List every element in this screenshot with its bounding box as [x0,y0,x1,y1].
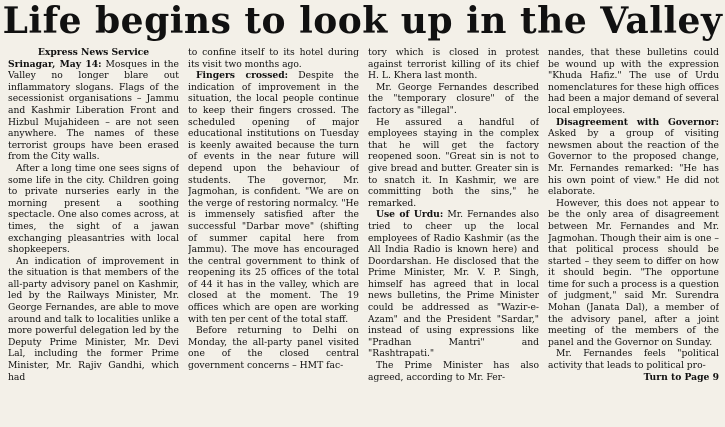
paragraph: The Prime Minister has also agreed, according to Mr. Fer- [368,360,539,383]
paragraph: However, this does not appear to be the only area of disagreement between Mr. Fernandes and Mr. Jagmohan. Though their aim is one – that political process should be started – they seem to differ on how it should begin. "The opportune time for such a process is a question of judgment," said Mr. Surendra Mohan (Janata Dal), a member of the advisory panel, after a joint meeting of the members of the panel and the Governor on Sunday. [548,197,719,348]
paragraph-text: Despite the indication of improvement in the situation, the local people continue to keep their fingers crossed. The scheduled opening of major educational institutions on Tuesday is keenly awaited because the turn of events in the near future will depend upon the behaviour of students. The governor, Mr. Jagmohan, is confident. "We are on the verge of restoring normalcy. "He is immensely satisfied after the successful "Darbar move" (shifting of summer capital here from Jammu). The move has encouraged the central government to think of reopening its 25 offices of the total of 44 it has in the valley, which are closed at the moment. The 19 offices which are open are working with ten per cent of the total staff. [188,70,359,325]
paragraph: nandes, that these bulletins could be wound up with the expression "Khuda Hafiz." The use of Urdu nomenclatures for these high offices had been a major demand of several local employees. [548,47,719,116]
paragraph: After a long time one sees signs of some life in the city. Children going to private nurseries early in the morning present a soothing spectacle. One also comes across, at times, the sight of a jawan exchanging pleasantries with local shopkeepers. [8,162,179,256]
paragraph [188,70,359,325]
column-1 [8,47,179,427]
paragraph [548,117,719,198]
paragraph-text: Mr. Fernandes also tried to cheer up the local employees of Radio Kashmir (as the All India Radio is known here) and Doordarshan. He disclosed that the Prime Minister, Mr. V. P. Singh, himself has agreed that in local news bulletins, the Prime Minister could be addressed as "Wazir-e-Azam" and the President "Sardar," instead of using expressions like "Pradhan Mantri" and "Rashtrapati." [368,209,539,360]
continuation-note: Turn to Page 9 [643,371,719,383]
paragraph: Mr. George Fernandes described the "temporary closure" of the factory as "illegal". [368,81,539,116]
article-columns [8,47,720,427]
paragraph: Before returning to Delhi on Monday, the all-party panel visited one of the closed central government concerns – HMT fac- [188,325,359,372]
paragraph: Mr. Fernandes feels "political activity that leads to political pro- [548,348,719,372]
column-2 [188,47,359,427]
paragraph-text: Asked by a group of visiting newsmen about the reaction of the Governor to the proposed change, Mr. Fernandes remarked: "He has his own point of view." He did not elaborate. [548,128,719,198]
paragraph [8,59,179,163]
paragraph: An indication of improvement in the situation is that members of the all-party advisory panel on Kashmir, led by the Railways Minister, Mr. George Fernandes, are able to move around and talk to localities unlike a more powerful delegation led by the Deputy Prime Minister, Mr. Devi Lal, including the former Prime Minister, Mr. Rajiv Gandhi, which had [8,255,179,383]
subheading: Use of Urdu: [376,209,444,221]
paragraph [368,209,539,360]
byline: Express News Service [37,47,150,58]
paragraph: to confine itself to its hotel during its visit two months ago. [188,47,359,70]
column-3 [368,47,539,427]
column-4 [548,47,719,427]
dateline: Srinagar, May 14: [8,58,102,70]
subheading: Fingers crossed: [196,70,289,82]
paragraph: tory which is closed in protest against terrorist killing of its chief H. L. Khera last month. [368,47,539,82]
paragraph: He assured a handful of employees staying in the complex that he will get the factory reopened soon. "Great sin is not to give bread and butter. Greater sin is to snatch it. In Kashmir, we are committing both the sins," he remarked. [368,116,539,209]
paragraph-text: Mosques in the Valley no longer blare out inflammatory slogans. Flags of the secessionist organisations – Jammu and Kashmir Liberation Front and Hizbul Mujahideen – are not seen anywhere. The names of these terrorist groups have been erased from the City walls. [8,58,179,163]
subheading: Disagreement with Governor: [556,116,719,128]
headline: Life begins to look up in the Valley [2,0,723,42]
